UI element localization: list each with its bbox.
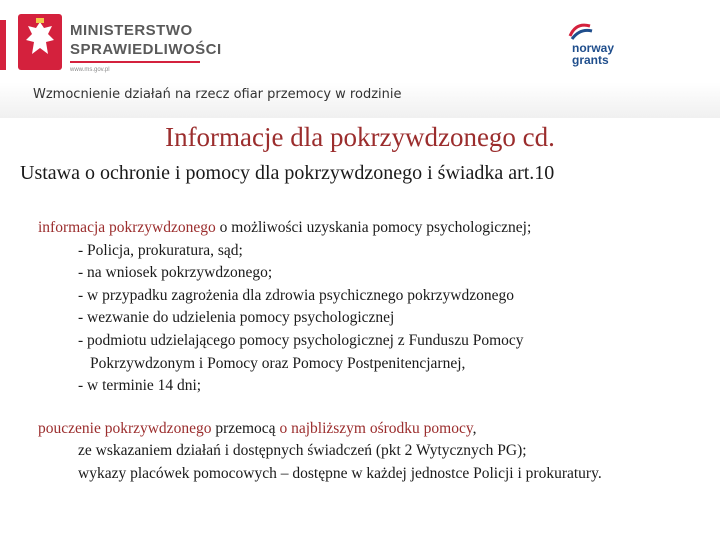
accent-bar [0, 20, 6, 70]
list-item-continuation: Pokrzywdzonym i Pomocy oraz Pomocy Postpenitencjarnej, [90, 354, 466, 372]
section2-lead-mid: przemocą [211, 419, 280, 437]
ministry-name-line2: SPRAWIEDLIWOŚCI [70, 41, 222, 58]
norway-grants-logo [560, 20, 642, 78]
slide-title: Informacje dla pokrzywdzonego cd. [165, 122, 555, 152]
ministry-divider [70, 61, 200, 63]
section2-lead-end: , [472, 419, 477, 437]
norway-grants-line1: norway [572, 41, 615, 55]
list-item: - Policja, prokuratura, sąd; [78, 241, 243, 259]
list-item: - wezwanie do udzielenia pomocy psychologicznej [78, 309, 395, 327]
section2-highlight: pouczenie pokrzywdzonego [38, 419, 212, 437]
slide-body [38, 217, 708, 486]
law-name: Ustawa o ochronie i pomocy dla pokrzywdzonego i świadka [20, 162, 504, 184]
ministry-name-line1: MINISTERSTWO [70, 22, 193, 39]
ministry-logo [18, 14, 222, 76]
list-item: - na wniosek pokrzywdzonego; [78, 264, 273, 282]
section2-lead [38, 418, 708, 441]
slide-header [0, 0, 720, 118]
law-heading [20, 162, 720, 185]
project-title: Wzmocnienie działań na rzecz ofiar przemocy w rodzinie [33, 87, 402, 102]
eagle-emblem-icon [18, 14, 62, 70]
law-article: art.10 [508, 162, 555, 184]
section2-highlight2: o najbliższym ośrodku pomocy [279, 419, 473, 437]
list-item: - w przypadku zagrożenia dla zdrowia psychicznego pokrzywdzonego [78, 286, 514, 304]
norway-grants-line2: grants [572, 53, 609, 67]
section1-lead-text: o możliwości uzyskania pomocy psychologicznej; [215, 219, 532, 236]
list-item: ze wskazaniem działań i dostępnych świadczeń (pkt 2 Wytycznych PG); [78, 442, 527, 460]
list-item: - w terminie 14 dni; [78, 377, 202, 395]
list-item: - podmiotu udzielającego pomocy psychologicznej z Funduszu Pomocy [78, 331, 524, 349]
list-item: wykazy placówek pomocowych – dostępne w każdej jednostce Policji i prokuratury. [78, 464, 602, 482]
section1-highlight: informacja pokrzywdzonego [38, 219, 216, 236]
section1-lead [38, 217, 708, 240]
ministry-website: www.ms.gov.pl [70, 67, 110, 73]
norway-grants-swirl-icon [568, 20, 594, 42]
